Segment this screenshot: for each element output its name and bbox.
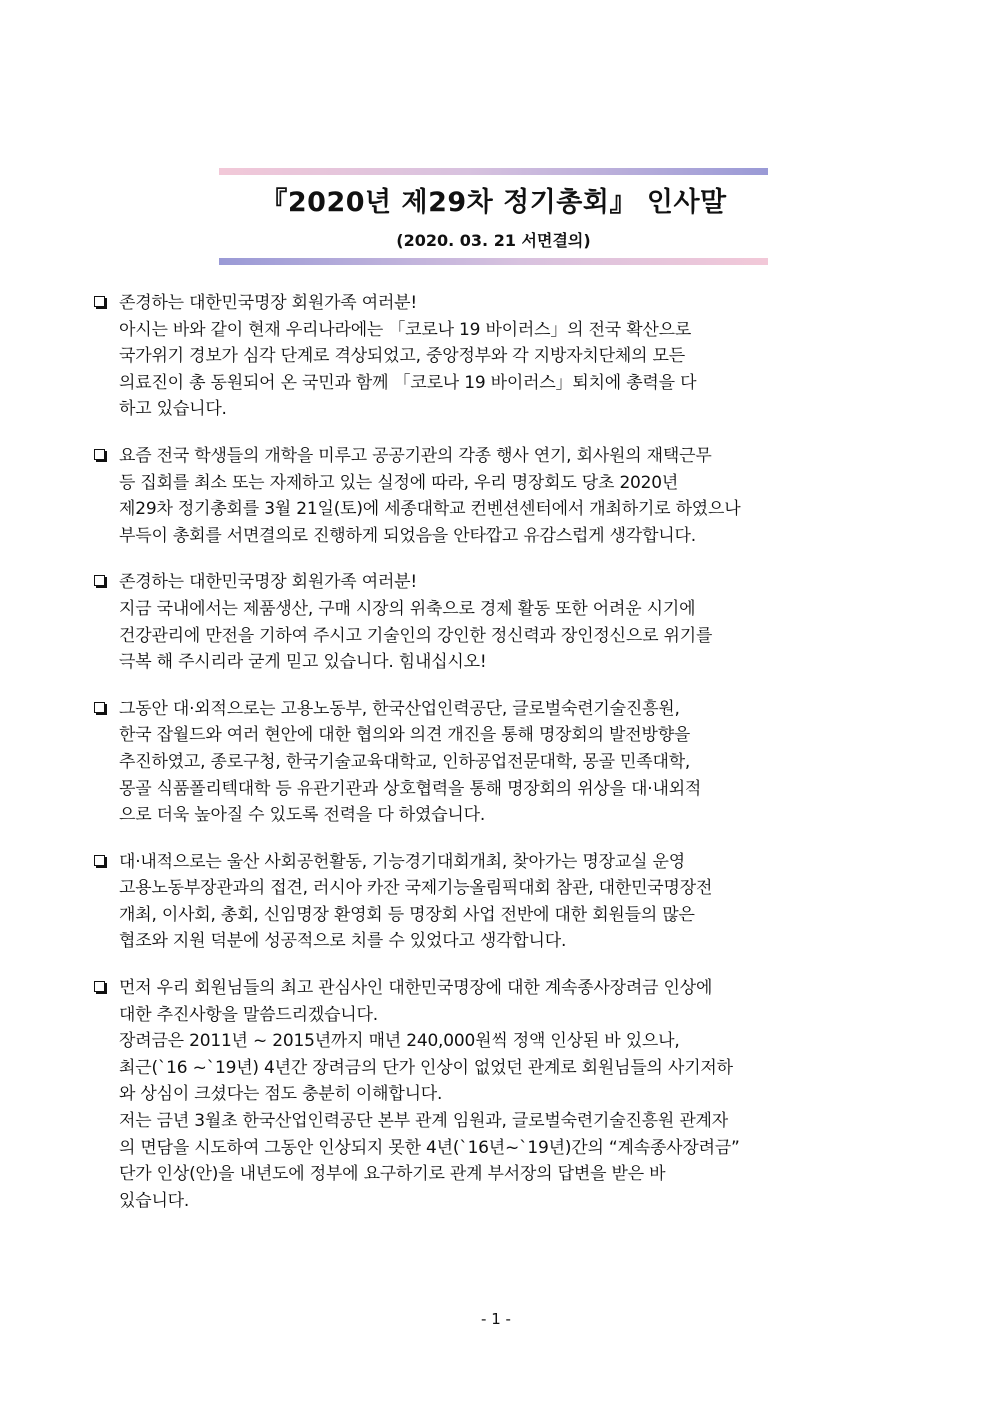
paragraph-line: 단가 인상(안)을 내년도에 정부에 요구하기로 관계 부서장의 답변을 받은 바: [119, 1164, 666, 1185]
paragraph: [90, 975, 906, 1214]
paragraph-line: 개최, 이사회, 총회, 신임명장 환영회 등 명장회 사업 전반에 대한 회원들의 많은: [119, 904, 695, 925]
paragraph-line: 추진하였고, 종로구청, 한국기술교육대학교, 인하공업전문대학, 몽골 민족대학,: [119, 751, 691, 772]
paragraph-line: 등 집회를 최소 또는 자제하고 있는 실정에 따라, 우리 명장회도 당초 2020년: [119, 472, 679, 493]
paragraph-line: 아시는 바와 같이 현재 우리나라에는 「코로나 19 바이러스」의 전국 확산으로: [119, 319, 692, 340]
paragraph: [90, 443, 906, 549]
checkbox-bullet-icon: [94, 296, 105, 307]
paragraph-line: 있습니다.: [119, 1190, 190, 1211]
paragraph-line: 의료진이 총 동원되어 온 국민과 함께 「코로나 19 바이러스」퇴치에 총력을 다: [119, 372, 697, 393]
title-bottom-rule: [219, 258, 768, 265]
paragraph: [90, 569, 906, 675]
paragraph-line: 국가위기 경보가 심각 단계로 격상되었고, 중앙정부와 각 지방자치단체의 모든: [119, 346, 685, 367]
paragraph-line: 그동안 대·외적으로는 고용노동부, 한국산업인력공단, 글로벌숙련기술진흥원,: [119, 698, 680, 719]
paragraph-line: 존경하는 대한민국명장 회원가족 여러분!: [119, 572, 417, 593]
paragraph: [90, 849, 906, 955]
checkbox-bullet-icon: [94, 981, 105, 992]
title-top-rule: [219, 168, 768, 175]
paragraph-line: 의 면담을 시도하여 그동안 인상되지 못한 4년(`16년~`19년)간의 “계속종사장려금”: [119, 1137, 740, 1158]
paragraph-line: 고용노동부장관과의 접견, 러시아 카잔 국제기능올림픽대회 참관, 대한민국명장전: [119, 878, 713, 899]
page-title: 『2020년 제29차 정기총회』 인사말: [260, 187, 727, 218]
page-subtitle: (2020. 03. 21 서면결의): [396, 231, 591, 250]
checkbox-bullet-icon: [94, 575, 105, 586]
paragraph-line: 존경하는 대한민국명장 회원가족 여러분!: [119, 293, 417, 313]
page-number: - 1 -: [481, 1310, 511, 1328]
checkbox-bullet-icon: [94, 702, 105, 713]
paragraph-line: 먼저 우리 회원님들의 최고 관심사인 대한민국명장에 대한 계속종사장려금 인상에: [119, 978, 713, 999]
paragraph-line: 장려금은 2011년 ~ 2015년까지 매년 240,000원씩 정액 인상된 바 있으나,: [119, 1031, 680, 1052]
paragraph-line: 최근(`16 ~`19년) 4년간 장려금의 단가 인상이 없었던 관계로 회원님들의 사기저하: [119, 1057, 733, 1078]
paragraph: [90, 696, 906, 829]
paragraph-line: 와 상심이 크셨다는 점도 충분히 이해합니다.: [119, 1084, 443, 1105]
paragraph-line: 요즘 전국 학생들의 개학을 미루고 공공기관의 각종 행사 연기, 회사원의 재택근무: [119, 445, 712, 466]
checkbox-bullet-icon: [94, 855, 105, 866]
paragraph-line: 몽골 식품폴리텍대학 등 유관기관과 상호협력을 통해 명장회의 위상을 대·내외적: [119, 778, 702, 799]
paragraph-line: 제29차 정기총회를 3월 21일(토)에 세종대학교 컨벤션센터에서 개최하기로 하였으나: [119, 499, 741, 520]
paragraph-line: 극복 해 주시리라 굳게 믿고 있습니다. 힘내십시오!: [119, 652, 487, 673]
paragraph-line: 하고 있습니다.: [119, 399, 227, 420]
paragraph-line: 대한 추진사항을 말씀드리겠습니다.: [119, 1004, 378, 1025]
paragraph-line: 한국 잡월드와 여러 현안에 대한 협의와 의견 개진을 통해 명장회의 발전방향을: [119, 725, 691, 746]
paragraph: [90, 290, 906, 423]
checkbox-bullet-icon: [94, 449, 105, 460]
paragraph-line: 부득이 총회를 서면결의로 진행하게 되었음을 안타깝고 유감스럽게 생각합니다.: [119, 525, 696, 546]
paragraph-line: 으로 더욱 높아질 수 있도록 전력을 다 하였습니다.: [119, 805, 486, 826]
paragraph-line: 건강관리에 만전을 기하여 주시고 기술인의 강인한 정신력과 장인정신으로 위기를: [119, 625, 713, 646]
paragraph-line: 저는 금년 3월초 한국산업인력공단 본부 관계 임원과, 글로벌숙련기술진흥원 관계자: [119, 1111, 728, 1132]
paragraph-line: 지금 국내에서는 제품생산, 구매 시장의 위축으로 경제 활동 또한 어려운 시기에: [119, 598, 696, 619]
paragraph-line: 협조와 지원 덕분에 성공적으로 치를 수 있었다고 생각합니다.: [119, 931, 567, 952]
document-body: [90, 290, 906, 1234]
paragraph-line: 대·내적으로는 울산 사회공헌활동, 기능경기대회개최, 찾아가는 명장교실 운영: [119, 851, 685, 872]
